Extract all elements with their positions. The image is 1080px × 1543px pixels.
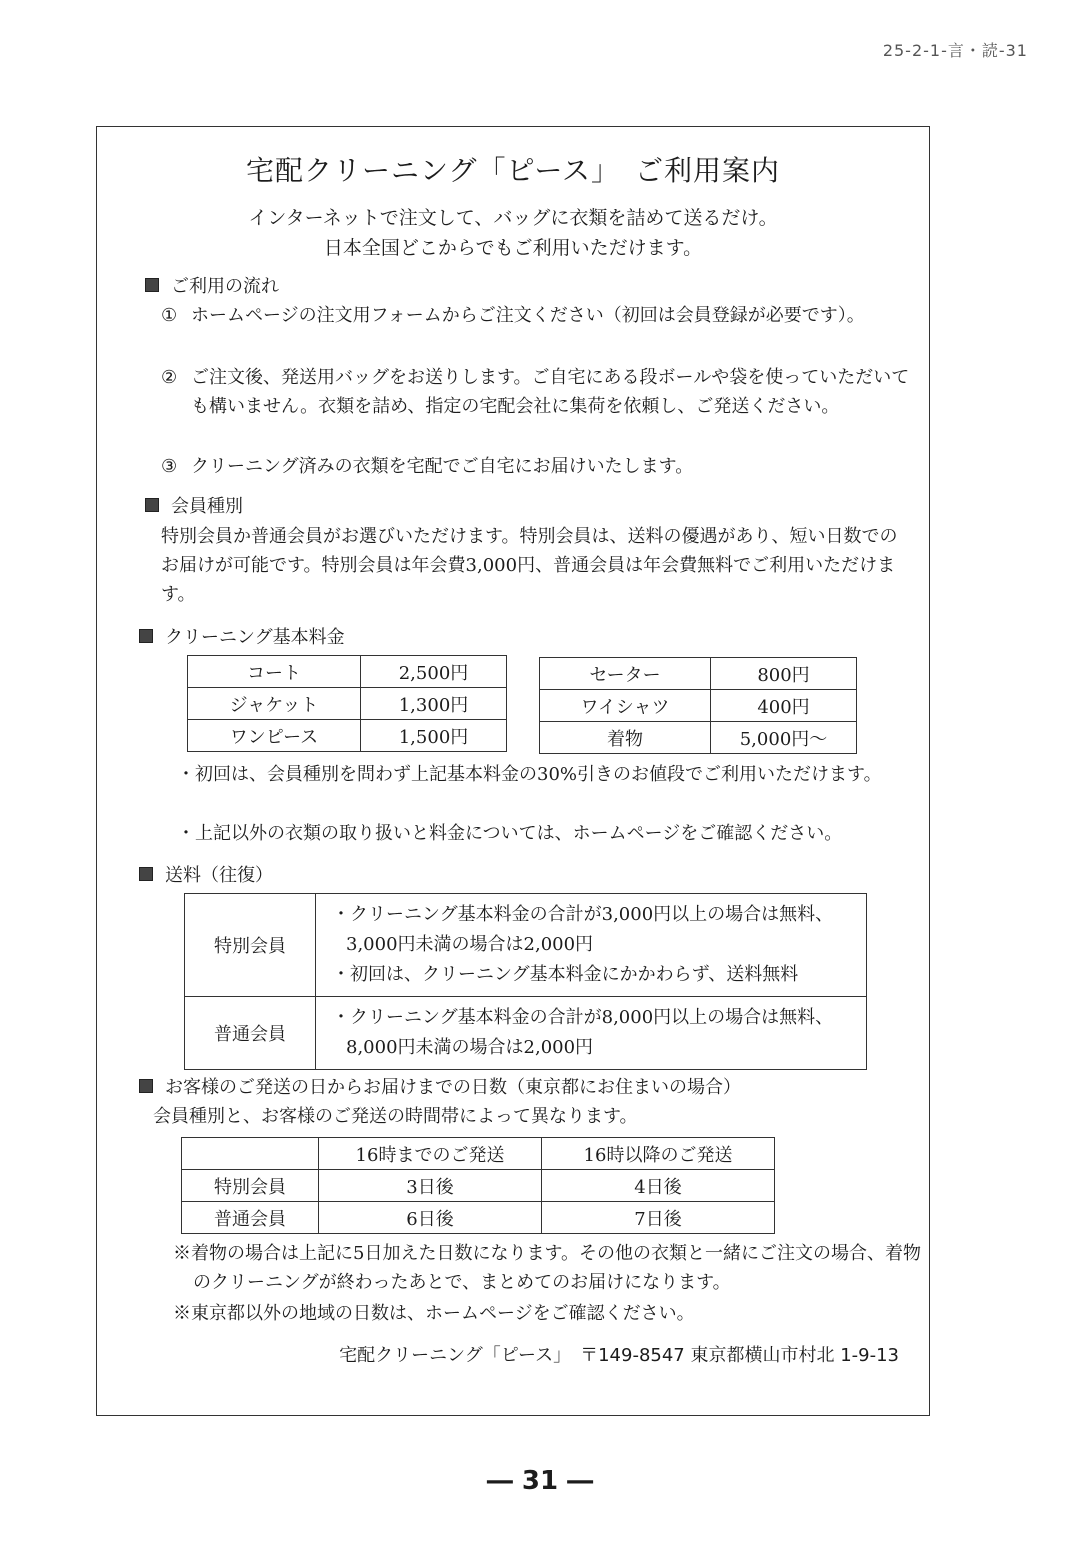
shipping-table: [184, 893, 867, 1070]
member-type-cell: 特別会員: [185, 894, 316, 997]
member-type-cell: 普通会員: [182, 1202, 319, 1234]
section-heading-text: ご利用の流れ: [171, 276, 279, 297]
delivery-note: ※着物の場合は上記に5日加えた日数になります。その他の衣類と一緒にご注文の場合、着物のクリーニングが終わったあとで、まとめてのお届けになります。: [173, 1243, 922, 1293]
item-cell: 着物: [540, 722, 711, 754]
subtitle-line-2: 日本全国どこからでもご利用いただけます。: [323, 237, 703, 259]
price-cell: 1,300円: [361, 688, 507, 720]
pricing-note: ・上記以外の衣類の取り扱いと料金については、ホームページをご確認ください。: [177, 823, 843, 844]
days-cell: 3日後: [319, 1170, 542, 1202]
table-row: [182, 1202, 775, 1234]
price-table-left: [187, 655, 507, 752]
member-type-cell: 特別会員: [182, 1170, 319, 1202]
price-cell: 800円: [711, 658, 857, 690]
shipping-desc-cell: [316, 997, 867, 1070]
price-cell: 400円: [711, 690, 857, 722]
step-text: ご注文後、発送用バッグをお送りします。ご自宅にある段ボールや袋を使っていただいても構いません。衣類を詰め、指定の宅配会社に集荷を依頼し、ご発送ください。: [191, 367, 910, 417]
item-cell: ワイシャツ: [540, 690, 711, 722]
column-header: 16時以降のご発送: [542, 1138, 775, 1170]
price-cell: 5,000円～: [711, 722, 857, 754]
delivery-intro: 会員種別と、お客様のご発送の時間帯によって異なります。: [153, 1106, 638, 1127]
section-membership-heading: [145, 492, 243, 518]
section-flow-heading: [145, 272, 279, 298]
item-cell: ワンピース: [188, 720, 361, 752]
notice-frame: [96, 126, 930, 1416]
section-shipping-heading: [139, 861, 273, 887]
step-number: ②: [161, 367, 178, 388]
flow-step: [161, 363, 913, 421]
table-header-row: [182, 1138, 775, 1170]
shipping-line: ・クリーニング基本料金の合計が3,000円以上の場合は無料、3,000円未満の場合は2,000円: [332, 904, 834, 955]
membership-text: 特別会員か普通会員がお選びいただけます。特別会員は、送料の優遇があり、短い日数でのお届けが可能です。特別会員は年会費3,000円、普通会員は年会費無料でご利用いただけます。: [161, 526, 898, 605]
page-title: 宅配クリーニング「ピース」 ご利用案内: [246, 154, 780, 187]
table-row: [188, 688, 507, 720]
column-header: 16時までのご発送: [319, 1138, 542, 1170]
days-cell: 6日後: [319, 1202, 542, 1234]
delivery-table: [181, 1137, 775, 1234]
item-cell: セーター: [540, 658, 711, 690]
document-code: 25-2-1-言・読-31: [882, 41, 1028, 60]
flow-step: [161, 301, 913, 330]
step-text: ホームページの注文用フォームからご注文ください（初回は会員登録が必要です）。: [191, 305, 865, 326]
page-number: ― 31 ―: [486, 1466, 594, 1496]
table-row: [182, 1170, 775, 1202]
table-row: [185, 894, 867, 997]
step-text: クリーニング済みの衣類を宅配でご自宅にお届けいたします。: [191, 456, 694, 477]
price-cell: 1,500円: [361, 720, 507, 752]
shipping-line: ・初回は、クリーニング基本料金にかかわらず、送料無料: [332, 964, 799, 985]
delivery-note: ※東京都以外の地域の日数は、ホームページをご確認ください。: [173, 1303, 695, 1324]
square-bullet-icon: [139, 867, 153, 881]
table-row: [185, 997, 867, 1070]
subtitle-line-1: インターネットで注文して、バッグに衣類を詰めて送るだけ。: [248, 207, 778, 229]
square-bullet-icon: [139, 629, 153, 643]
step-number: ③: [161, 456, 178, 477]
days-cell: 4日後: [542, 1170, 775, 1202]
member-type-cell: 普通会員: [185, 997, 316, 1070]
days-cell: 7日後: [542, 1202, 775, 1234]
item-cell: ジャケット: [188, 688, 361, 720]
square-bullet-icon: [139, 1079, 153, 1093]
pricing-note: ・初回は、会員種別を問わず上記基本料金の30%引きのお値段でご利用いただけます。: [177, 764, 882, 785]
table-row: [188, 656, 507, 688]
section-heading-text: 会員種別: [171, 496, 243, 517]
section-heading-text: クリーニング基本料金: [165, 627, 345, 648]
section-heading-text: 送料（往復）: [165, 865, 273, 886]
section-heading-text: お客様のご発送の日からお届けまでの日数（東京都にお住まいの場合）: [165, 1077, 741, 1098]
price-table-right: [539, 657, 857, 754]
section-pricing-heading: [139, 623, 345, 649]
table-row: [188, 720, 507, 752]
table-row: [540, 690, 857, 722]
flow-step: [161, 452, 913, 481]
square-bullet-icon: [145, 498, 159, 512]
shipping-desc-cell: [316, 894, 867, 997]
step-number: ①: [161, 305, 178, 326]
square-bullet-icon: [145, 278, 159, 292]
section-delivery-heading: [139, 1073, 741, 1099]
price-cell: 2,500円: [361, 656, 507, 688]
footer-address: 宅配クリーニング「ピース」 〒149-8547 東京都横山市村北 1-9-13: [339, 1345, 899, 1366]
table-row: [540, 658, 857, 690]
item-cell: コート: [188, 656, 361, 688]
table-row: [540, 722, 857, 754]
column-header: [182, 1138, 319, 1170]
shipping-line: ・クリーニング基本料金の合計が8,000円以上の場合は無料、8,000円未満の場合は2,000円: [332, 1007, 834, 1058]
